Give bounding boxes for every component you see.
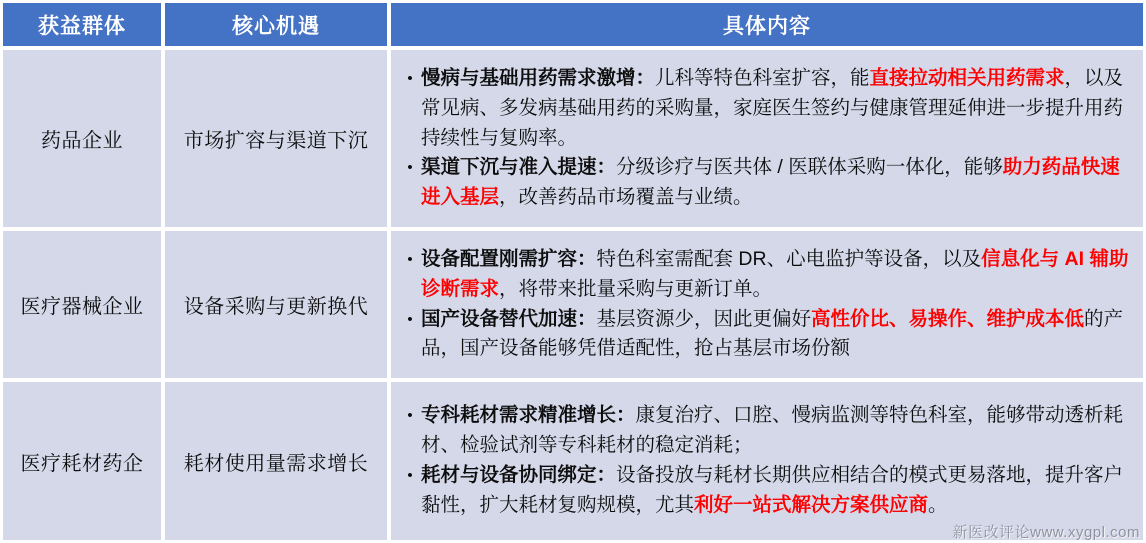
bullet-icon: • [407,407,413,425]
row-device-group: 医疗器械企业 [3,231,161,378]
list-item [399,461,1133,521]
bullet-text: 国产设备替代加速：基层资源少，因此更偏好高性价比、易操作、维护成本低的产品，国产设备能够凭借适配性，抢占基层市场份额 [421,307,1124,360]
bullet-icon: • [407,250,413,268]
row-consumable-detail [391,382,1143,540]
list-item [399,245,1133,305]
list-item [399,153,1133,213]
row-pharma-opportunity: 市场扩容与渠道下沉 [165,50,387,227]
bullet-text: 慢病与基础用药需求激增：儿科等特色科室扩容，能直接拉动相关用药需求，以及常见病、多发病基础用药的采购量，家庭医生签约与健康管理延伸进一步提升用药持续性与复购率。 [421,66,1124,149]
bullet-text: 专科耗材需求精准增长：康复治疗、口腔、慢病监测等特色科室，能够带动透析耗材、检验试剂等专科耗材的稳定消耗； [421,404,1124,457]
row-device-opportunity: 设备采购与更新换代 [165,231,387,378]
bullet-icon: • [407,310,413,328]
row-consumable-opportunity: 耗材使用量需求增长 [165,382,387,540]
watermark: 新医改评论www.xygpl.com [952,524,1140,541]
header-group: 获益群体 [3,3,161,46]
list-item [399,64,1133,153]
list-item [399,305,1133,365]
row-device-detail [391,231,1143,378]
row-pharma-detail [391,50,1143,227]
bullet-text: 渠道下沉与准入提速：分级诊疗与医共体 / 医联体采购一体化，能够助力药品快速进入基层，改善药品市场覆盖与业绩。 [421,156,1120,209]
bullet-icon: • [407,467,413,484]
header-detail: 具体内容 [391,3,1143,46]
row-pharma-group: 药品企业 [3,50,161,227]
bullet-icon: • [407,159,413,177]
header-opportunity: 核心机遇 [165,3,387,46]
row-consumable-group: 医疗耗材药企 [3,382,161,540]
bullet-text: 设备配置刚需扩容：特色科室需配套 DR、心电监护等设备，以及信息化与 AI 辅助诊断需求，将带来批量采购与更新订单。 [421,247,1129,300]
bullet-text: 耗材与设备协同绑定：设备投放与耗材长期供应相结合的模式更易落地，提升客户黏性，扩大耗材复购规模，尤其利好一站式解决方案供应商。 [421,464,1124,516]
list-item [399,401,1133,461]
bullet-icon: • [407,69,413,87]
